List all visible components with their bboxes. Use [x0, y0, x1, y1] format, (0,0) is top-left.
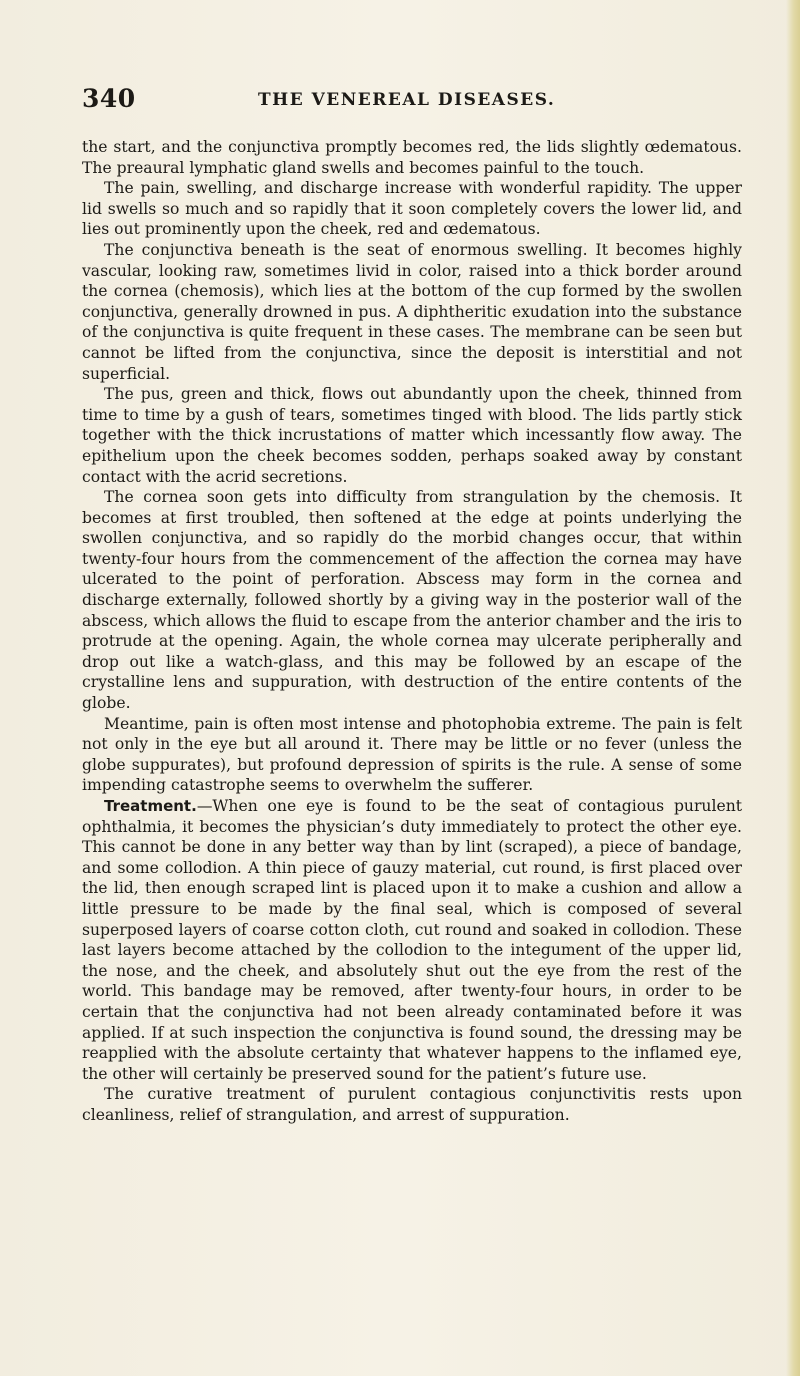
page-edge-shadow	[786, 0, 800, 1376]
paragraph-pain-photophobia: Meantime, pain is often most intense and photophobia extreme. The pain is felt not only in the eye but all around it. There may be little or no fever (unless the globe suppurates), but profound depression of spirits is the rule. A sense of some impending catastrophe seems to overwhelm the sufferer.	[82, 714, 742, 795]
paragraph-continuation: the start, and the conjunctiva promptly becomes red, the lids slightly œdematous. The preaural lymphatic gland swells and becomes painful to the touch.	[82, 138, 742, 177]
treatment-heading: Treatment.	[104, 797, 197, 815]
paragraph-pus: The pus, green and thick, flows out abundantly upon the cheek, thinned from time to time by a gush of tears, sometimes tinged with blood. The lids partly stick together with the thick incrustations of matter which incessantly flow away. The epithelium upon the cheek becomes sodden, perhaps soaked away by constant contact with the acrid secretions.	[82, 385, 742, 486]
paragraph-treatment	[82, 796, 742, 1084]
paragraph-curative-treatment: The curative treatment of purulent contagious conjunctivitis rests upon cleanliness, relief of strangulation, and arrest of suppuration.	[82, 1085, 742, 1124]
page-header	[82, 84, 742, 124]
running-title: THE VENEREAL DISEASES.	[258, 90, 556, 110]
body-text	[82, 137, 742, 1126]
paragraph-cornea: The cornea soon gets into difficulty from strangulation by the chemosis. It becomes at first troubled, then softened at the edge at points underlying the swollen conjunctiva, and so rapidly do the morbid changes occur, that within twenty-four hours from the commencement of the affection the cornea may have ulcerated to the point of perforation. Abscess may form in the cornea and discharge externally, followed shortly by a giving way in the posterior wall of the abscess, which allows the fluid to escape from the anterior chamber and the iris to protrude at the opening. Again, the whole cornea may ulcerate peripherally and drop out like a watch-glass, and this may be followed by an escape of the crystalline lens and suppuration, with destruction of the entire contents of the globe.	[82, 488, 742, 713]
page-number: 340	[82, 84, 136, 113]
paragraph-pain-swelling: The pain, swelling, and discharge increase with wonderful rapidity. The upper lid swells so much and so rapidly that it soon completely covers the lower lid, and lies out prominently upon the cheek, red and œdematous.	[82, 179, 742, 239]
treatment-text: —When one eye is found to be the seat of contagious purulent ophthalmia, it becomes the physician’s duty immediately to protect the other eye. This cannot be done in any better way than by lint (scraped), a piece of bandage, and some collodion. A thin piece of gauzy material, cut round, is first placed over the lid, then enough scraped lint is placed upon it to make a cushion and allow a little pressure to be made by the final seal, which is composed of several superposed layers of coarse cotton cloth, cut round and soaked in collodion. These last layers become attached by the collodion to the integument of the upper lid, the nose, and the cheek, and absolutely shut out the eye from the rest of the world. This bandage may be removed, after twenty-four hours, in order to be certain that the conjunctiva had not been already contaminated before it was applied. If at such inspection the conjunctiva is found sound, the dressing may be reapplied with the absolute certainty that whatever happens to the inflamed eye, the other will certainly be preserved sound for the patient’s future use.	[82, 797, 742, 1083]
paragraph-conjunctiva-swelling: The conjunctiva beneath is the seat of enormous swelling. It becomes highly vascular, looking raw, sometimes livid in color, raised into a thick border around the cornea (chemosis), which lies at the bottom of the cup formed by the swollen conjunctiva, generally drowned in pus. A diphtheritic exudation into the substance of the conjunctiva is quite frequent in these cases. The membrane can be seen but cannot be lifted from the conjunctiva, since the deposit is interstitial and not superficial.	[82, 240, 742, 383]
